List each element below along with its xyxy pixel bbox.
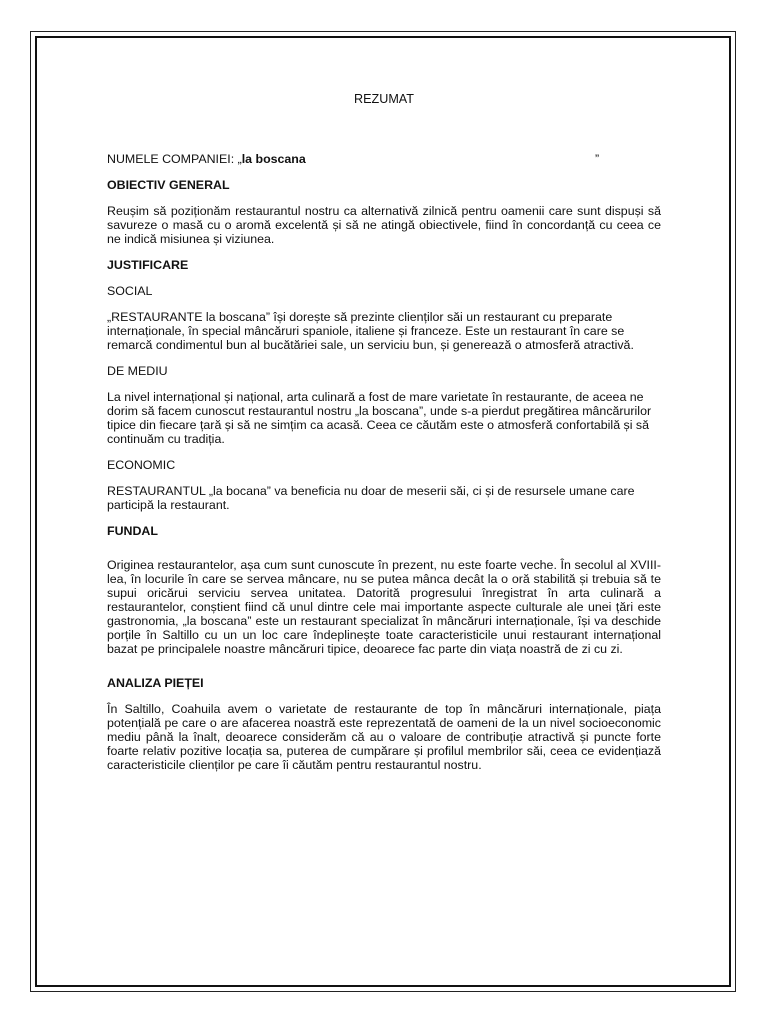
company-line [107, 152, 661, 166]
objective-heading: OBIECTIV GENERAL [107, 178, 230, 192]
document-body [107, 92, 661, 784]
company-name: la boscana [241, 152, 306, 166]
social-subheading: SOCIAL [107, 284, 153, 298]
economic-subheading: ECONOMIC [107, 458, 176, 472]
background-heading: FUNDAL [107, 524, 158, 538]
company-close-quote: ” [595, 152, 600, 166]
justification-heading: JUSTIFICARE [107, 258, 189, 272]
market-heading: ANALIZA PIEȚEI [107, 676, 204, 690]
environment-text: La nivel internațional și național, arta culinară a fost de mare varietate în restaurante, de aceea ne dorim să facem cunoscut restaurantul nostru „la boscana”, unde s-a pierdut pregătirea mâncărurilor tipice din fiecare țară și să ne simțim ca acasă. Ceea ce căutăm este o atmosferă confortabilă și să continuăm cu tradiția. [107, 390, 652, 446]
background-text: Originea restaurantelor, așa cum sunt cunoscute în prezent, nu este foarte veche. În secolul al XVIII-lea, în locurile în care se servea mâncare, nu se putea mânca decât la o oră stabilită și trebuia să te supui oricărui serviciu servea unitatea. Datorită progresului înregistrat în arta culinară a restaurantelor, conștient fiind că unul dintre cele mai importante aspecte culturale ale unei țări este gastronomia, „la boscana” este un restaurant specializat în mâncăruri internaționale, își va deschide porțile în Saltillo cu un un loc care îndeplinește toate caracteristicile unui restaurant internațional bazat pe principalele noastre mâncăruri tipice, deoarece fac parte din viața noastră de zi cu zi. [107, 558, 661, 656]
social-text: „RESTAURANTE la boscana” își dorește să prezinte clienților săi un restaurant cu preparate internaționale, în special mâncăruri spaniole, italiene și franceze. Este un restaurant în care se remarcă condimentul bun al bucătăriei sale, un serviciu bun, și generează o atmosferă atractivă. [107, 310, 634, 352]
objective-text: Reușim să poziționăm restaurantul nostru ca alternativă zilnică pentru oamenii care sunt dispuși să savureze o masă cu o aromă excelentă și să ne atingă obiectivele, fiind în concordanță cu ceea ce ne indică misiunea și viziunea. [107, 204, 661, 246]
market-text: În Saltillo, Coahuila avem o varietate de restaurante de top în mâncăruri internaționale, piața potențială pe care o are afacerea noastră este reprezentată de oameni de la un nivel socioeconomic mediu până la înalt, deoarece considerăm că au o valoare de contribuție atractivă și puncte forte foarte relativ pozitive locația sa, puterea de cumpărare și profilul membrilor săi, ceea ce evidențiază caracteristicile clienților pe care îi căutăm pentru restaurantul nostru. [107, 702, 661, 772]
document-title: REZUMAT [354, 92, 414, 106]
environment-subheading: DE MEDIU [107, 364, 168, 378]
economic-text: RESTAURANTUL „la bocana” va beneficia nu doar de meserii săi, ci și de resursele umane care participă la restaurant. [107, 484, 635, 512]
company-label: NUMELE COMPANIEI: „ [107, 152, 242, 166]
